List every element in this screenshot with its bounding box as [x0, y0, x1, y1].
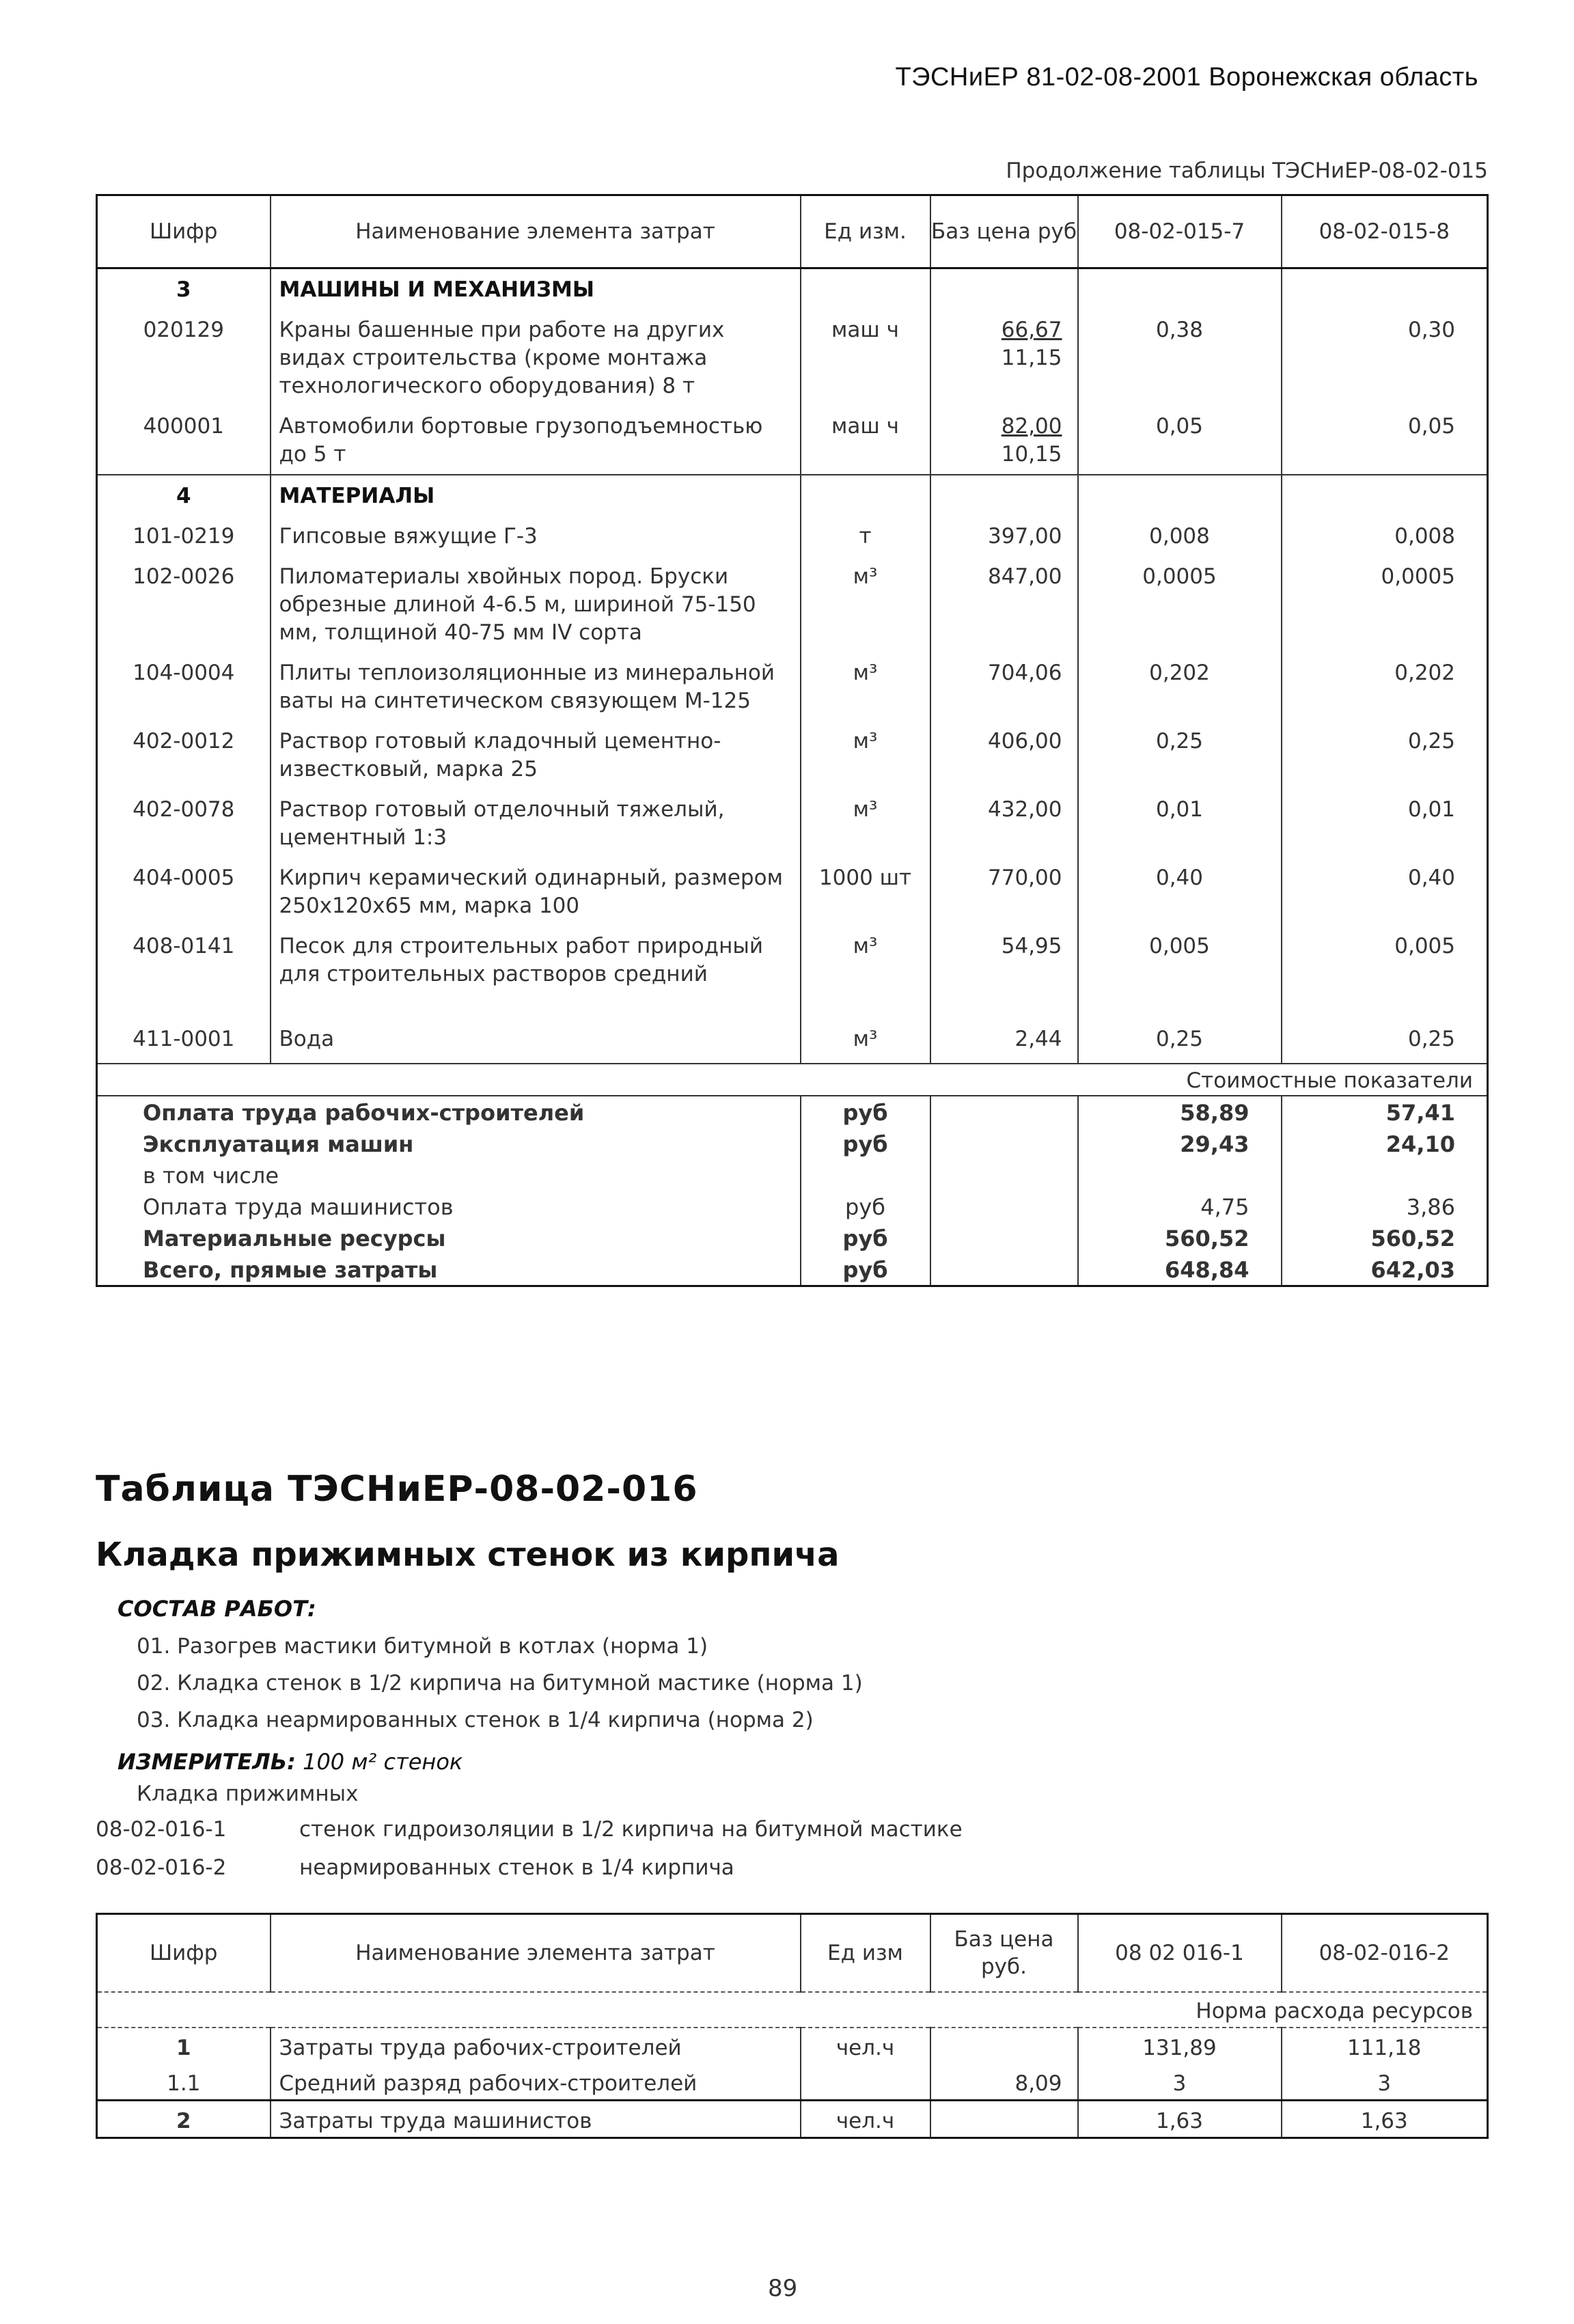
row-unit: м³ — [801, 556, 930, 652]
table-row — [97, 994, 1488, 1064]
row-code: 020129 — [143, 318, 224, 342]
header-price: Баз цена руб. — [930, 1914, 1078, 1993]
header-norm-7: 08-02-015-7 — [1078, 195, 1282, 268]
row-value-7: 0,25 — [1078, 721, 1282, 789]
cost-price-empty — [930, 1191, 1078, 1222]
work-composition-label: СОСТАВ РАБОТ: — [118, 1596, 316, 1622]
table-row — [97, 926, 1488, 994]
cost-row — [97, 1096, 1488, 1128]
row-unit: чел.ч — [801, 2028, 930, 2064]
table-row — [97, 2064, 1488, 2101]
row-value-8: 0,40 — [1282, 857, 1488, 926]
table-row — [97, 652, 1488, 721]
row-price — [930, 309, 1078, 406]
cost-label: Оплата труда машинистов — [143, 1194, 454, 1220]
row-value-8: 0,005 — [1282, 926, 1488, 994]
table-continuation-caption: Продолжение таблицы ТЭСНиЕР-08-02-015 — [1006, 158, 1488, 183]
cost-unit: руб — [801, 1191, 930, 1222]
cost-price-empty — [930, 1128, 1078, 1159]
row-name: Плиты теплоизоляционные из минеральной ваты на синтетическом связующем М-125 — [271, 652, 801, 721]
row-unit: м³ — [801, 721, 930, 789]
row-code: 411-0001 — [133, 1027, 235, 1051]
section-row-machines — [97, 268, 1488, 310]
resource-table-015 — [96, 194, 1489, 1287]
row-value-1: 131,89 — [1078, 2028, 1282, 2064]
cost-row — [97, 1222, 1488, 1254]
table-row — [97, 789, 1488, 857]
page-header-title: ТЭСНиЕР 81-02-08-2001 Воронежская область — [895, 63, 1478, 92]
table-row — [97, 556, 1488, 652]
row-unit: м³ — [801, 994, 930, 1064]
row-price: 704,06 — [930, 652, 1078, 721]
cost-value-7: 4,75 — [1078, 1191, 1282, 1222]
row-value-7: 0,01 — [1078, 789, 1282, 857]
cost-unit: руб — [801, 1096, 930, 1128]
cost-price-empty — [930, 1222, 1078, 1254]
row-price — [930, 2101, 1078, 2138]
row-unit — [801, 2064, 930, 2101]
row-code: 404-0005 — [133, 866, 235, 890]
cost-label: Материальные ресурсы — [143, 1226, 446, 1251]
table-row — [97, 2028, 1488, 2064]
table-row — [97, 516, 1488, 556]
header-norm-2: 08-02-016-2 — [1282, 1914, 1488, 1993]
table-016-subtitle: Кладка прижимных стенок из кирпича — [96, 1536, 840, 1574]
row-unit: чел.ч — [801, 2101, 930, 2138]
cost-value-7: 58,89 — [1078, 1096, 1282, 1128]
row-unit: м³ — [801, 926, 930, 994]
cost-row — [97, 1128, 1488, 1159]
norm-text: стенок гидроизоляции в 1/2 кирпича на битумной мастике — [299, 1817, 963, 1842]
cost-label: в том числе — [143, 1163, 279, 1189]
norm-text: неармированных стенок в 1/4 кирпича — [299, 1855, 734, 1880]
cost-header-label: Стоимостные показатели — [1078, 1064, 1488, 1096]
row-unit: маш ч — [801, 406, 930, 475]
row-code: 402-0012 — [133, 729, 235, 753]
row-value-7: 0,008 — [1078, 516, 1282, 556]
row-value-8: 0,008 — [1282, 516, 1488, 556]
row-value-2: 3 — [1282, 2064, 1488, 2101]
cost-label: Всего, прямые затраты — [143, 1257, 438, 1283]
price-wage-value: 10,15 — [1001, 442, 1062, 467]
row-value-8: 0,202 — [1282, 652, 1488, 721]
cost-label: Эксплуатация машин — [143, 1131, 414, 1157]
row-name: Кирпич керамический одинарный, размером 250x120x65 мм, марка 100 — [271, 857, 801, 926]
row-value-8: 0,0005 — [1282, 556, 1488, 652]
row-price: 2,44 — [930, 994, 1078, 1064]
row-name: Автомобили бортовые грузоподъемностью до 5 т — [271, 406, 801, 475]
cost-value-8: 560,52 — [1282, 1222, 1488, 1254]
header-code: Шифр — [97, 1914, 271, 1993]
row-name: Песок для строительных работ природный для строительных растворов средний — [271, 926, 801, 994]
section-title: МАТЕРИАЛЫ — [271, 475, 801, 516]
row-price: 397,00 — [930, 516, 1078, 556]
row-name: Краны башенные при работе на других видах строительства (кроме монтажа технологического оборудования) 8 т — [271, 309, 801, 406]
page-number: 89 — [768, 2275, 798, 2302]
row-price: 406,00 — [930, 721, 1078, 789]
header-code: Шифр — [97, 195, 271, 268]
row-value-7: 0,005 — [1078, 926, 1282, 994]
row-code: 402-0078 — [133, 797, 235, 822]
section-number: 4 — [97, 475, 271, 516]
cost-row — [97, 1254, 1488, 1286]
row-unit: м³ — [801, 789, 930, 857]
header-unit: Ед изм — [801, 1914, 930, 1993]
row-value-8: 0,01 — [1282, 789, 1488, 857]
table-row — [97, 857, 1488, 926]
row-code: 102-0026 — [133, 564, 235, 589]
row-price: 432,00 — [930, 789, 1078, 857]
row-price: 54,95 — [930, 926, 1078, 994]
row-code: 408-0141 — [133, 934, 235, 958]
row-value-2: 1,63 — [1282, 2101, 1488, 2138]
row-value-8: 0,05 — [1282, 406, 1488, 475]
row-price — [930, 2028, 1078, 2064]
row-name: Затраты труда машинистов — [271, 2101, 801, 2138]
norm-header-row — [97, 1992, 1488, 2028]
row-value-1: 1,63 — [1078, 2101, 1282, 2138]
row-name: Раствор готовый отделочный тяжелый, цементный 1:3 — [271, 789, 801, 857]
cost-row — [97, 1191, 1488, 1222]
price-wage-value: 11,15 — [1001, 346, 1062, 370]
cost-unit: руб — [801, 1254, 930, 1286]
cost-price-empty — [930, 1254, 1078, 1286]
price-value: 66,67 — [1001, 318, 1062, 342]
row-price: 8,09 — [930, 2064, 1078, 2101]
cost-unit: руб — [801, 1222, 930, 1254]
measure-value: 100 м² стенок — [303, 1749, 463, 1775]
row-code: 1.1 — [167, 2071, 201, 2096]
row-price: 847,00 — [930, 556, 1078, 652]
measure-label: ИЗМЕРИТЕЛЬ: — [118, 1749, 296, 1775]
work-item: 03. Кладка неармированных стенок в 1/4 кирпича (норма 2) — [137, 1708, 814, 1732]
row-price — [930, 406, 1078, 475]
cost-value-7 — [1078, 1159, 1282, 1191]
row-code: 2 — [97, 2101, 271, 2138]
cost-value-8: 3,86 — [1282, 1191, 1488, 1222]
row-name: Пиломатериалы хвойных пород. Бруски обрезные длиной 4-6.5 м, шириной 75-150 мм, толщиной 40-75 мм IV сорта — [271, 556, 801, 652]
row-value-1: 3 — [1078, 2064, 1282, 2101]
table-header-row — [97, 1914, 1488, 1993]
cost-unit: руб — [801, 1128, 930, 1159]
row-name: Гипсовые вяжущие Г-3 — [271, 516, 801, 556]
cost-value-8: 24,10 — [1282, 1128, 1488, 1159]
row-unit: т — [801, 516, 930, 556]
cost-header-row — [97, 1064, 1488, 1096]
row-code: 104-0004 — [133, 661, 235, 685]
table-016-title: Таблица ТЭСНиЕР-08-02-016 — [96, 1469, 698, 1510]
cost-value-8: 642,03 — [1282, 1254, 1488, 1286]
row-value-8: 0,30 — [1282, 309, 1488, 406]
row-value-7: 0,25 — [1078, 994, 1282, 1064]
section-title: МАШИНЫ И МЕХАНИЗМЫ — [271, 268, 801, 310]
header-price: Баз цена руб — [930, 195, 1078, 268]
cost-value-7: 29,43 — [1078, 1128, 1282, 1159]
cost-value-7: 560,52 — [1078, 1222, 1282, 1254]
measure-description: Кладка прижимных — [137, 1782, 359, 1806]
norm-code: 08-02-016-2 — [96, 1855, 227, 1880]
table-header-row — [97, 195, 1488, 268]
row-name: Средний разряд рабочих-строителей — [271, 2064, 801, 2101]
header-norm-1: 08 02 016-1 — [1078, 1914, 1282, 1993]
row-value-2: 111,18 — [1282, 2028, 1488, 2064]
row-value-7: 0,202 — [1078, 652, 1282, 721]
header-unit: Ед изм. — [801, 195, 930, 268]
table-row — [97, 2101, 1488, 2138]
price-value: 82,00 — [1001, 414, 1062, 439]
row-value-8: 0,25 — [1282, 994, 1488, 1064]
row-name: Вода — [271, 994, 801, 1064]
section-number: 3 — [176, 277, 191, 302]
row-name: Затраты труда рабочих-строителей — [271, 2028, 801, 2064]
cost-value-7: 648,84 — [1078, 1254, 1282, 1286]
cost-price-empty — [930, 1159, 1078, 1191]
row-unit: маш ч — [801, 309, 930, 406]
cost-unit — [801, 1159, 930, 1191]
header-name: Наименование элемента затрат — [271, 1914, 801, 1993]
cost-price-empty — [930, 1096, 1078, 1128]
section-row-materials — [97, 475, 1488, 516]
work-item: 01. Разогрев мастики битумной в котлах (норма 1) — [137, 1634, 708, 1659]
row-code: 1 — [176, 2036, 191, 2060]
cost-row — [97, 1159, 1488, 1191]
row-name: Раствор готовый кладочный цементно-известковый, марка 25 — [271, 721, 801, 789]
row-code: 400001 — [143, 414, 224, 439]
measure-line — [118, 1749, 462, 1775]
table-row — [97, 721, 1488, 789]
header-norm-8: 08-02-015-8 — [1282, 195, 1488, 268]
row-unit: м³ — [801, 652, 930, 721]
cost-value-8: 57,41 — [1282, 1096, 1488, 1128]
table-row — [97, 309, 1488, 406]
work-item: 02. Кладка стенок в 1/2 кирпича на битумной мастике (норма 1) — [137, 1671, 863, 1696]
row-code: 101-0219 — [133, 524, 235, 549]
row-unit: 1000 шт — [801, 857, 930, 926]
cost-label: Оплата труда рабочих-строителей — [143, 1100, 585, 1126]
header-name: Наименование элемента затрат — [271, 195, 801, 268]
norm-header-label: Норма расхода ресурсов — [1078, 1992, 1488, 2028]
row-value-7: 0,05 — [1078, 406, 1282, 475]
row-value-7: 0,0005 — [1078, 556, 1282, 652]
norm-code: 08-02-016-1 — [96, 1817, 227, 1842]
table-row — [97, 406, 1488, 475]
row-value-7: 0,40 — [1078, 857, 1282, 926]
cost-value-8 — [1282, 1159, 1488, 1191]
row-price: 770,00 — [930, 857, 1078, 926]
row-value-8: 0,25 — [1282, 721, 1488, 789]
row-value-7: 0,38 — [1078, 309, 1282, 406]
resource-table-016 — [96, 1913, 1489, 2139]
